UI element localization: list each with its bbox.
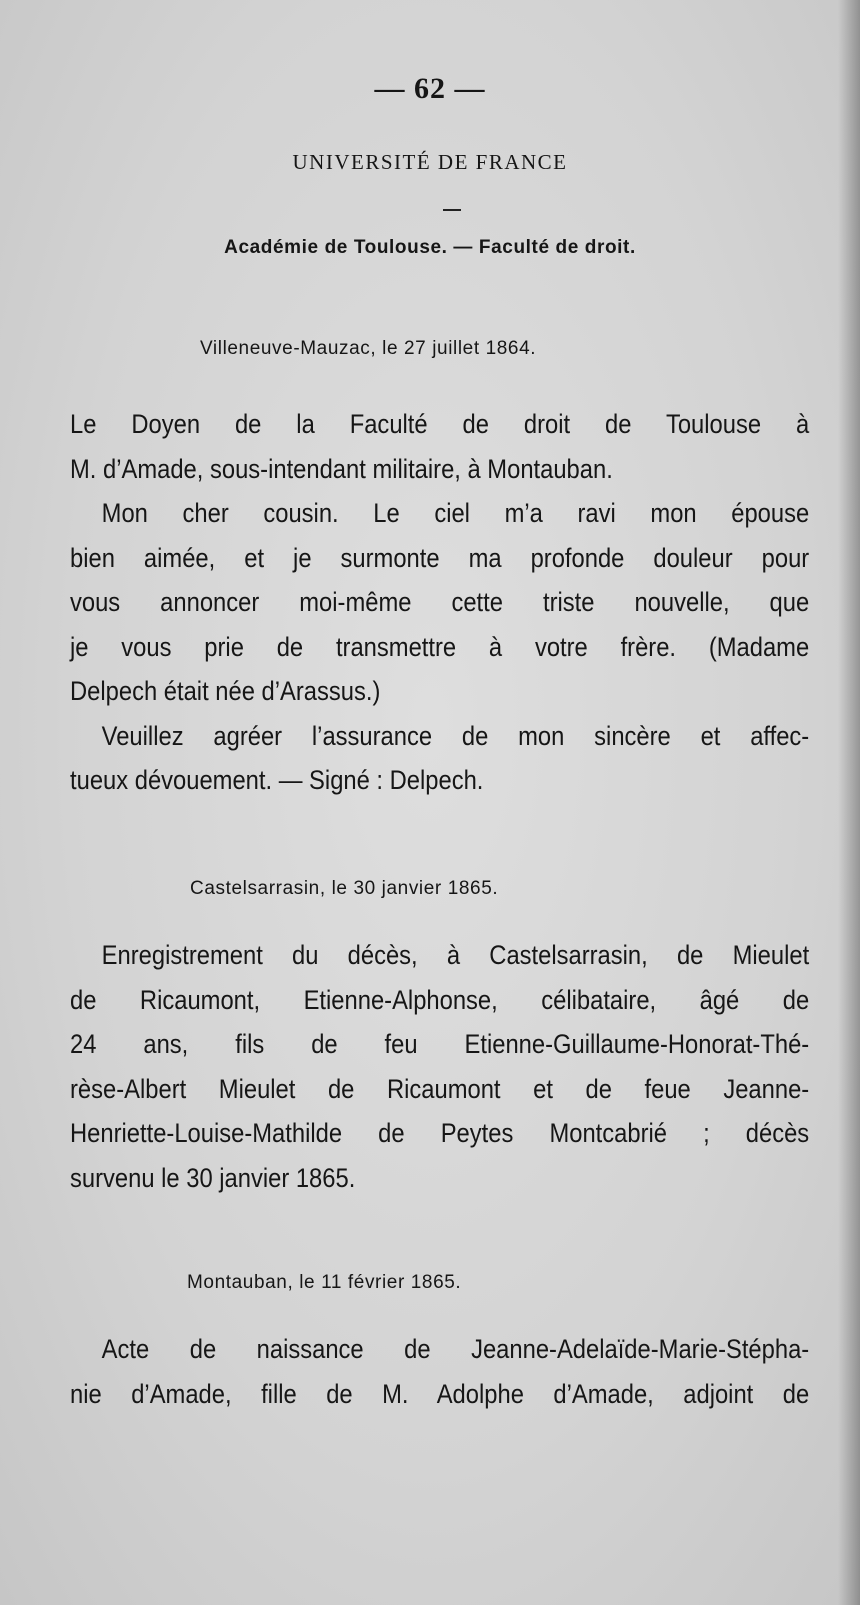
text-line: M. d’Amade, sous-intendant militaire, à Montauban. (70, 453, 613, 484)
academy-heading: Académie de Toulouse. — Faculté de droit. (224, 237, 636, 258)
birth-record-paragraph (70, 1327, 809, 1416)
death-record-paragraph (70, 933, 809, 1200)
text-line: Mon cher cousin. Le ciel m’a ravi mon épouse (101, 498, 810, 528)
dateline-castelsarrasin: Castelsarrasin, le 30 janvier 1865. (190, 878, 499, 899)
text-line: Henriette-Louise-Mathilde de Peytes Montcabrié ; décès (70, 1118, 810, 1148)
text-line: survenu le 30 janvier 1865. (70, 1162, 356, 1193)
text-line: nie d’Amade, fille de M. Adolphe d’Amade, adjoint de (70, 1378, 810, 1409)
text-line: de Ricaumont, Etienne-Alphonse, célibataire, âgé de (70, 984, 810, 1015)
letter-paragraph (70, 402, 809, 803)
text-line: Le Doyen de la Faculté de droit de Toulouse à (70, 409, 810, 439)
text-line: vous annoncer moi-même cette triste nouvelle, que (70, 587, 810, 617)
text-line: tueux dévouement. — Signé : Delpech. (70, 765, 484, 795)
text-line: rèse-Albert Mieulet de Ricaumont et de feue Jeanne- (70, 1073, 810, 1104)
university-heading: UNIVERSITÉ DE FRANCE (292, 150, 568, 174)
text-line: je vous prie de transmettre à votre frère. (Madame (70, 631, 810, 662)
text-line: Veuillez agréer l’assurance de mon sincère et affec- (101, 720, 810, 751)
text-line: bien aimée, et je surmonte ma profonde douleur pour (70, 542, 810, 573)
text-line: Enregistrement du décès, à Castelsarrasin, de Mieulet (101, 940, 810, 970)
heading-divider (443, 209, 461, 211)
dateline-villeneuve: Villeneuve-Mauzac, le 27 juillet 1864. (200, 338, 537, 359)
page-number: — 62 — (374, 72, 486, 105)
text-line: 24 ans, fils de feu Etienne-Guillaume-Honorat-Thé- (70, 1029, 810, 1059)
text-line: Delpech était née d’Arassus.) (70, 676, 381, 706)
text-line: Acte de naissance de Jeanne-Adelaïde-Marie-Stépha- (101, 1334, 810, 1364)
dateline-montauban: Montauban, le 11 février 1865. (187, 1272, 462, 1293)
